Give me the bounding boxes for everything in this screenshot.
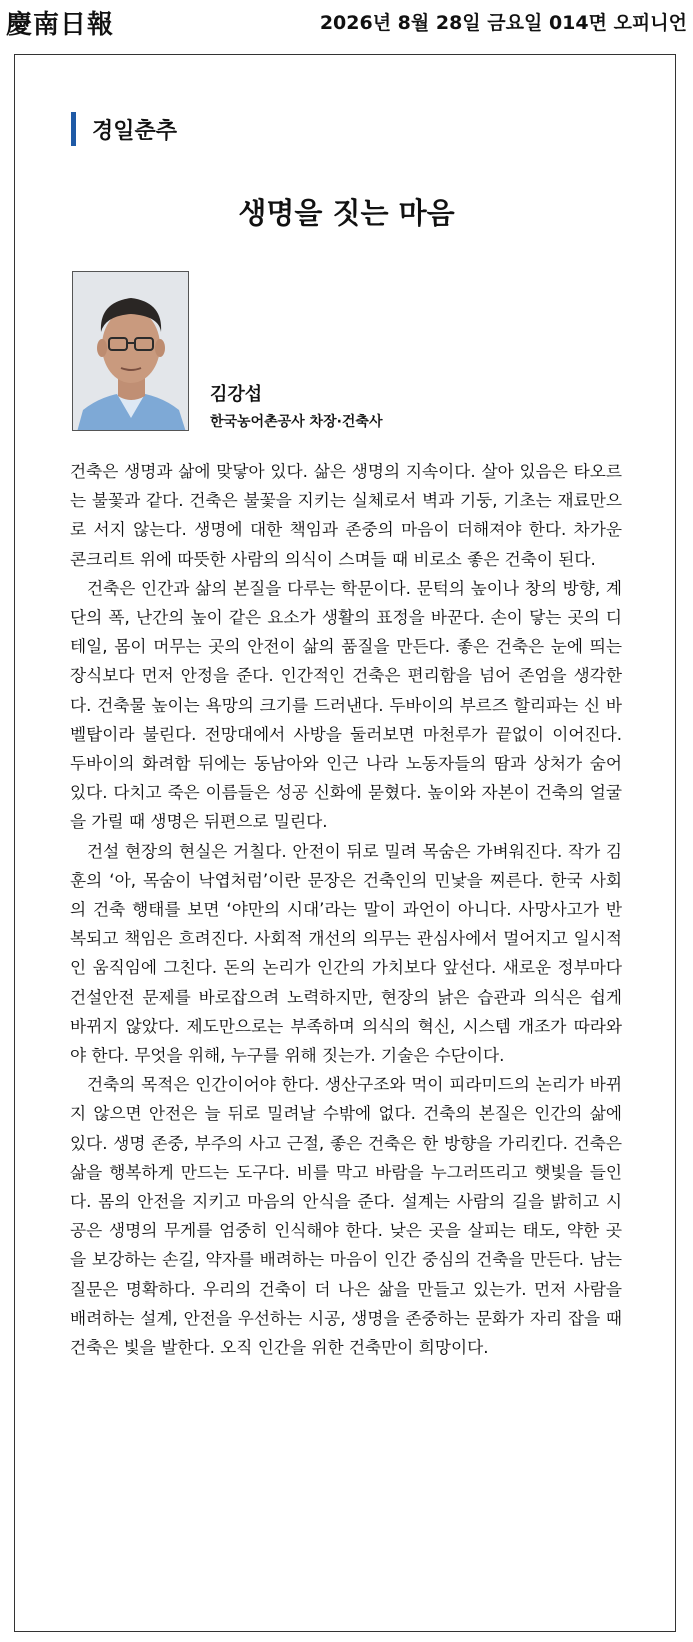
newspaper-logo: 慶南日報 xyxy=(6,10,115,40)
column-name: 경일춘추 xyxy=(92,118,178,144)
author-name: 김강섭 xyxy=(210,384,263,405)
column-accent-bar xyxy=(71,112,76,146)
article-paragraph: 건축은 인간과 삶의 본질을 다루는 학문이다. 문턱의 높이나 창의 방향, 계단의 폭, 난간의 높이 같은 요소가 생활의 표정을 바꾼다. 손이 닿는 곳의 디테일, 몸이 머무는 곳의 안전이 삶의 품질을 만든다. 좋은 건축은 눈에 띄는 장식보다 먼저 안정을 준다. 인간적인 건축은 편리함을 넘어 존엄을 생각한다. 건축물 높이는 욕망의 크기를 드러낸다. 두바이의 부르즈 할리파는 신 바벨탑이라 불린다. 전망대에서 사방을 둘러보면 마천루가 끝없이 이어진다. 두바이의 화려함 뒤에는 동남아와 인근 나라 노동자들의 땀과 상처가 숨어 있다. 다치고 죽은 이름들은 성공 신화에 묻혔다. 높이와 자본이 건축의 얼굴을 가릴 때 생명은 뒤편으로 밀린다. xyxy=(70,577,622,832)
article-paragraph: 건설 현장의 현실은 거칠다. 안전이 뒤로 밀려 목숨은 가벼워진다. 작가 김훈의 ‘아, 목숨이 낙엽처럼’이란 문장은 건축인의 민낯을 찌른다. 한국 사회의 건축 행태를 보면 ‘야만의 시대’라는 말이 과언이 아니다. 사망사고가 반복되고 책임은 흐려진다. 사회적 개선의 의무는 관심사에서 멀어지고 일시적인 움직임에 그친다. 돈의 논리가 인간의 가치보다 앞선다. 새로운 정부마다 건설안전 문제를 바로잡으려 노력하지만, 현장의 낡은 습관과 의식은 쉽게 바뀌지 않았다. 제도만으로는 부족하며 의식의 혁신, 시스템 개조가 따라와야 한다. 무엇을 위해, 누구를 위해 짓는가. 기술은 수단이다. xyxy=(70,840,622,1066)
author-portrait-image xyxy=(73,272,189,431)
article-paragraph: 건축은 생명과 삶에 맞닿아 있다. 삶은 생명의 지속이다. 살아 있음은 타오르는 불꽃과 같다. 건축은 불꽃을 지키는 실체로서 벽과 기둥, 기초는 재료만으로 서지 않는다. 생명에 대한 책임과 존중의 마음이 더해져야 한다. 차가운 콘크리트 위에 따뜻한 사람의 의식이 스며들 때 비로소 좋은 건축이 된다. xyxy=(70,461,622,569)
article-body xyxy=(70,457,622,1362)
issue-info: 2026년 8월 28일 금요일 014면 오피니언 xyxy=(319,12,687,34)
article-headline: 생명을 짓는 마음 xyxy=(238,196,455,230)
author-title: 한국농어촌공사 차장·건축사 xyxy=(210,414,383,430)
author-photo xyxy=(72,271,189,431)
column-label xyxy=(71,112,177,146)
article-paragraph: 건축의 목적은 인간이어야 한다. 생산구조와 먹이 피라미드의 논리가 바뀌지 않으면 안전은 늘 뒤로 밀려날 수밖에 없다. 건축의 본질은 인간의 삶에 있다. 생명 존중, 부주의 사고 근절, 좋은 건축은 한 방향을 가리킨다. 건축은 삶을 행복하게 만드는 도구다. 비를 막고 바람을 누그러뜨리고 햇빛을 들인다. 몸의 안전을 지키고 마음의 안식을 준다. 설계는 사람의 길을 밝히고 시공은 생명의 무게를 엄중히 인식해야 한다. 낮은 곳을 살피는 태도, 약한 곳을 보강하는 손길, 약자를 배려하는 마음이 인간 중심의 건축을 만든다. 남는 질문은 명확하다. 우리의 건축이 더 나은 삶을 만들고 있는가. 먼저 사람을 배려하는 설계, 안전을 우선하는 시공, 생명을 존중하는 문화가 자리 잡을 때 건축은 빛을 발한다. 오직 인간을 위한 건축만이 희망이다. xyxy=(70,1074,622,1358)
page-header xyxy=(0,0,693,40)
